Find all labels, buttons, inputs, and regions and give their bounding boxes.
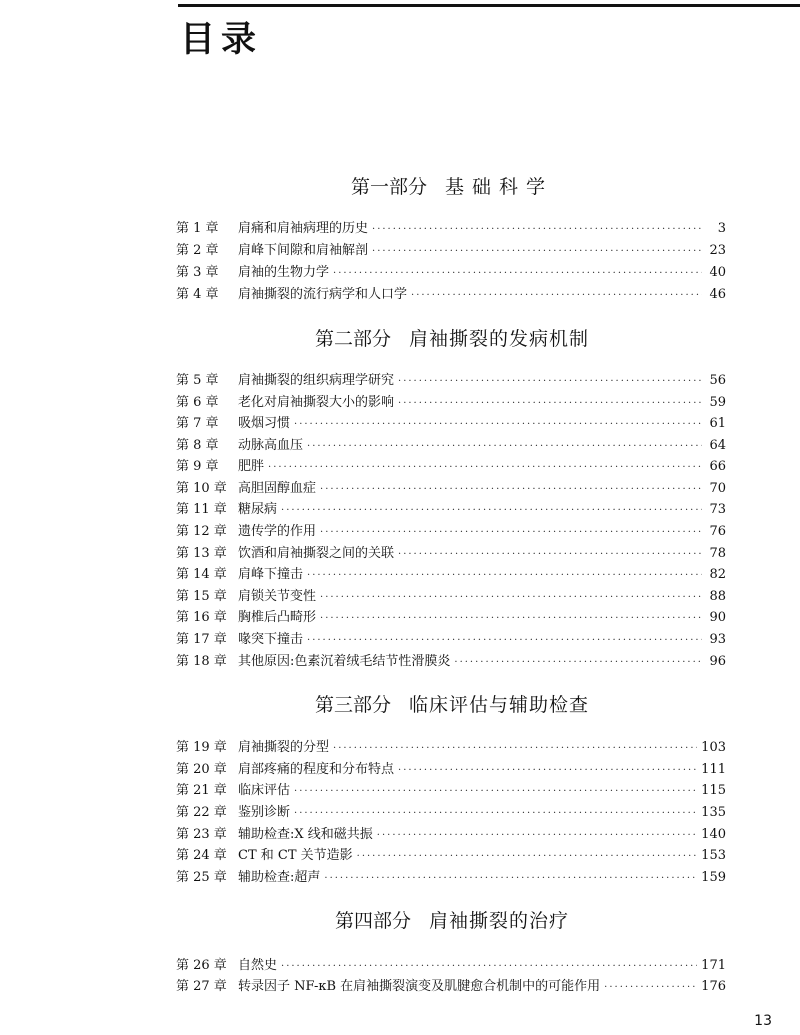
dot-leader — [307, 436, 702, 457]
chapter-number: 第 24 章 — [176, 848, 227, 863]
dot-leader — [604, 977, 697, 998]
chapter-page: 90 — [709, 610, 726, 625]
chapter-page: 159 — [701, 870, 726, 885]
chapter-page: 96 — [709, 654, 726, 669]
part-label: 第三部分 — [314, 694, 391, 716]
toc-entry-ch14[interactable] — [176, 564, 726, 585]
toc-entry-ch22[interactable] — [176, 802, 726, 823]
dot-leader — [411, 285, 702, 306]
dot-leader — [294, 803, 697, 824]
chapter-title: 鉴别诊断 — [238, 805, 291, 820]
chapter-title: 肩峰下撞击 — [238, 567, 304, 582]
chapter-title: 胸椎后凸畸形 — [238, 610, 317, 625]
dot-leader — [320, 587, 702, 608]
chapter-page: 88 — [709, 589, 726, 604]
chapter-title: 肩痛和肩袖病理的历史 — [238, 221, 369, 236]
chapter-page: 23 — [709, 243, 726, 258]
chapter-number: 第 22 章 — [176, 805, 227, 820]
dot-leader — [398, 544, 702, 565]
chapter-title: 自然史 — [238, 958, 278, 973]
chapter-title: 高胆固醇血症 — [238, 481, 317, 496]
chapter-number: 第 4 章 — [176, 287, 219, 302]
part-label: 第四部分 — [334, 910, 411, 932]
chapter-title: 肩锁关节变性 — [238, 589, 317, 604]
dot-leader — [377, 825, 697, 846]
toc-entry-ch5[interactable] — [176, 370, 726, 391]
chapter-number: 第 1 章 — [176, 221, 219, 236]
dot-leader — [372, 219, 702, 240]
toc-entry-ch6[interactable] — [176, 392, 726, 413]
chapter-title: 喙突下撞击 — [238, 632, 304, 647]
chapter-page: 78 — [709, 546, 726, 561]
chapter-number: 第 13 章 — [176, 546, 227, 561]
dot-leader — [398, 760, 697, 781]
chapter-page: 40 — [709, 265, 726, 280]
dot-leader — [294, 414, 702, 435]
chapter-number: 第 8 章 — [176, 438, 219, 453]
chapter-page: 140 — [701, 827, 726, 842]
toc-entry-ch1[interactable] — [176, 218, 726, 239]
chapter-number: 第 6 章 — [176, 395, 219, 410]
toc-entry-ch10[interactable] — [176, 478, 726, 499]
chapter-number: 第 21 章 — [176, 783, 227, 798]
chapter-title: 遗传学的作用 — [238, 524, 317, 539]
chapter-page: 3 — [717, 221, 726, 236]
chapter-number: 第 25 章 — [176, 870, 227, 885]
chapter-number: 第 16 章 — [176, 610, 227, 625]
chapter-number: 第 7 章 — [176, 416, 219, 431]
toc-entry-ch27[interactable] — [176, 976, 726, 997]
chapter-title: 肥胖 — [238, 459, 265, 474]
toc-entry-ch13[interactable] — [176, 543, 726, 564]
toc-entry-ch3[interactable] — [176, 262, 726, 283]
chapter-page: 61 — [709, 416, 726, 431]
part-label: 第一部分 — [350, 176, 427, 198]
toc-entry-ch16[interactable] — [176, 607, 726, 628]
page-number: 13 — [754, 1013, 772, 1029]
chapter-title: 转录因子 NF-κB 在肩袖撕裂演变及肌腱愈合机制中的可能作用 — [238, 979, 601, 994]
chapter-page: 46 — [709, 287, 726, 302]
chapter-number: 第 20 章 — [176, 762, 227, 777]
chapter-number: 第 19 章 — [176, 740, 227, 755]
toc-entry-ch17[interactable] — [176, 629, 726, 650]
chapter-number: 第 11 章 — [176, 502, 227, 517]
chapter-title: 肩袖撕裂的流行病学和人口学 — [238, 287, 408, 302]
part-heading-1 — [176, 174, 728, 200]
chapter-title: 饮酒和肩袖撕裂之间的关联 — [238, 546, 395, 561]
dot-leader — [281, 500, 702, 521]
chapter-number: 第 14 章 — [176, 567, 227, 582]
chapter-title: 吸烟习惯 — [238, 416, 291, 431]
toc-entry-ch11[interactable] — [176, 499, 726, 520]
toc-entry-ch20[interactable] — [176, 759, 726, 780]
dot-leader — [372, 241, 702, 262]
chapter-title: 动脉高血压 — [238, 438, 304, 453]
dot-leader — [324, 868, 697, 889]
chapter-number: 第 23 章 — [176, 827, 227, 842]
chapter-title: 糖尿病 — [238, 502, 278, 517]
part-heading-2 — [176, 326, 728, 352]
chapter-page: 66 — [709, 459, 726, 474]
dot-leader — [357, 846, 698, 867]
chapter-number: 第 2 章 — [176, 243, 219, 258]
dot-leader — [454, 652, 702, 673]
page-title: 目录 — [180, 20, 263, 60]
toc-entry-ch25[interactable] — [176, 867, 726, 888]
chapter-title: 辅助检查:超声 — [238, 870, 321, 885]
toc-entry-ch12[interactable] — [176, 521, 726, 542]
dot-leader — [281, 956, 697, 977]
chapter-page: 73 — [709, 502, 726, 517]
chapter-number: 第 3 章 — [176, 265, 219, 280]
chapter-number: 第 10 章 — [176, 481, 227, 496]
dot-leader — [320, 522, 702, 543]
chapter-page: 93 — [709, 632, 726, 647]
chapter-title: CT 和 CT 关节造影 — [238, 848, 353, 863]
dot-leader — [333, 738, 697, 759]
chapter-title: 老化对肩袖撕裂大小的影响 — [238, 395, 395, 410]
toc-entry-ch4[interactable] — [176, 284, 726, 305]
toc-entry-ch19[interactable] — [176, 737, 726, 758]
chapter-page: 153 — [701, 848, 726, 863]
part-heading-4 — [176, 908, 728, 934]
dot-leader — [320, 479, 702, 500]
toc-entry-ch23[interactable] — [176, 824, 726, 845]
toc-entry-ch24[interactable] — [176, 845, 726, 866]
chapter-page: 176 — [701, 979, 726, 994]
part-title: 肩袖撕裂的发病机制 — [409, 328, 590, 350]
chapter-number: 第 17 章 — [176, 632, 227, 647]
chapter-number: 第 26 章 — [176, 958, 227, 973]
chapter-page: 115 — [701, 783, 726, 798]
toc-entry-ch7[interactable] — [176, 413, 726, 434]
chapter-number: 第 9 章 — [176, 459, 219, 474]
chapter-number: 第 18 章 — [176, 654, 227, 669]
chapter-title: 肩袖的生物力学 — [238, 265, 330, 280]
dot-leader — [398, 371, 702, 392]
toc-entry-ch8[interactable] — [176, 435, 726, 456]
chapter-page: 76 — [709, 524, 726, 539]
toc-entry-ch2[interactable] — [176, 240, 726, 261]
part-heading-3 — [176, 692, 728, 718]
chapter-number: 第 27 章 — [176, 979, 227, 994]
toc-entry-ch26[interactable] — [176, 955, 726, 976]
part-title: 基础科学 — [445, 176, 554, 198]
chapter-page: 82 — [709, 567, 726, 582]
toc-entry-ch18[interactable] — [176, 651, 726, 672]
dot-leader — [307, 630, 702, 651]
dot-leader — [333, 263, 702, 284]
chapter-number: 第 12 章 — [176, 524, 227, 539]
chapter-title: 肩峰下间隙和肩袖解剖 — [238, 243, 369, 258]
chapter-title: 肩部疼痛的程度和分布特点 — [238, 762, 395, 777]
dot-leader — [320, 608, 702, 629]
toc-entry-ch15[interactable] — [176, 586, 726, 607]
chapter-page: 111 — [701, 762, 726, 777]
chapter-page: 59 — [709, 395, 726, 410]
top-rule — [178, 4, 800, 7]
dot-leader — [268, 457, 702, 478]
chapter-title: 辅助检查:X 线和磁共振 — [238, 827, 373, 842]
toc-entry-ch9[interactable] — [176, 456, 726, 477]
part-title: 肩袖撕裂的治疗 — [429, 910, 570, 932]
chapter-number: 第 5 章 — [176, 373, 219, 388]
part-title: 临床评估与辅助检查 — [409, 694, 590, 716]
chapter-page: 135 — [701, 805, 726, 820]
chapter-title: 肩袖撕裂的分型 — [238, 740, 330, 755]
chapter-page: 171 — [701, 958, 726, 973]
chapter-title: 肩袖撕裂的组织病理学研究 — [238, 373, 395, 388]
chapter-page: 103 — [701, 740, 726, 755]
dot-leader — [294, 781, 697, 802]
chapter-page: 56 — [709, 373, 726, 388]
chapter-page: 64 — [709, 438, 726, 453]
chapter-number: 第 15 章 — [176, 589, 227, 604]
dot-leader — [398, 393, 702, 414]
chapter-title: 其他原因:色素沉着绒毛结节性滑膜炎 — [238, 654, 451, 669]
toc-entry-ch21[interactable] — [176, 780, 726, 801]
chapter-title: 临床评估 — [238, 783, 291, 798]
dot-leader — [307, 565, 702, 586]
chapter-page: 70 — [709, 481, 726, 496]
part-label: 第二部分 — [314, 328, 391, 350]
